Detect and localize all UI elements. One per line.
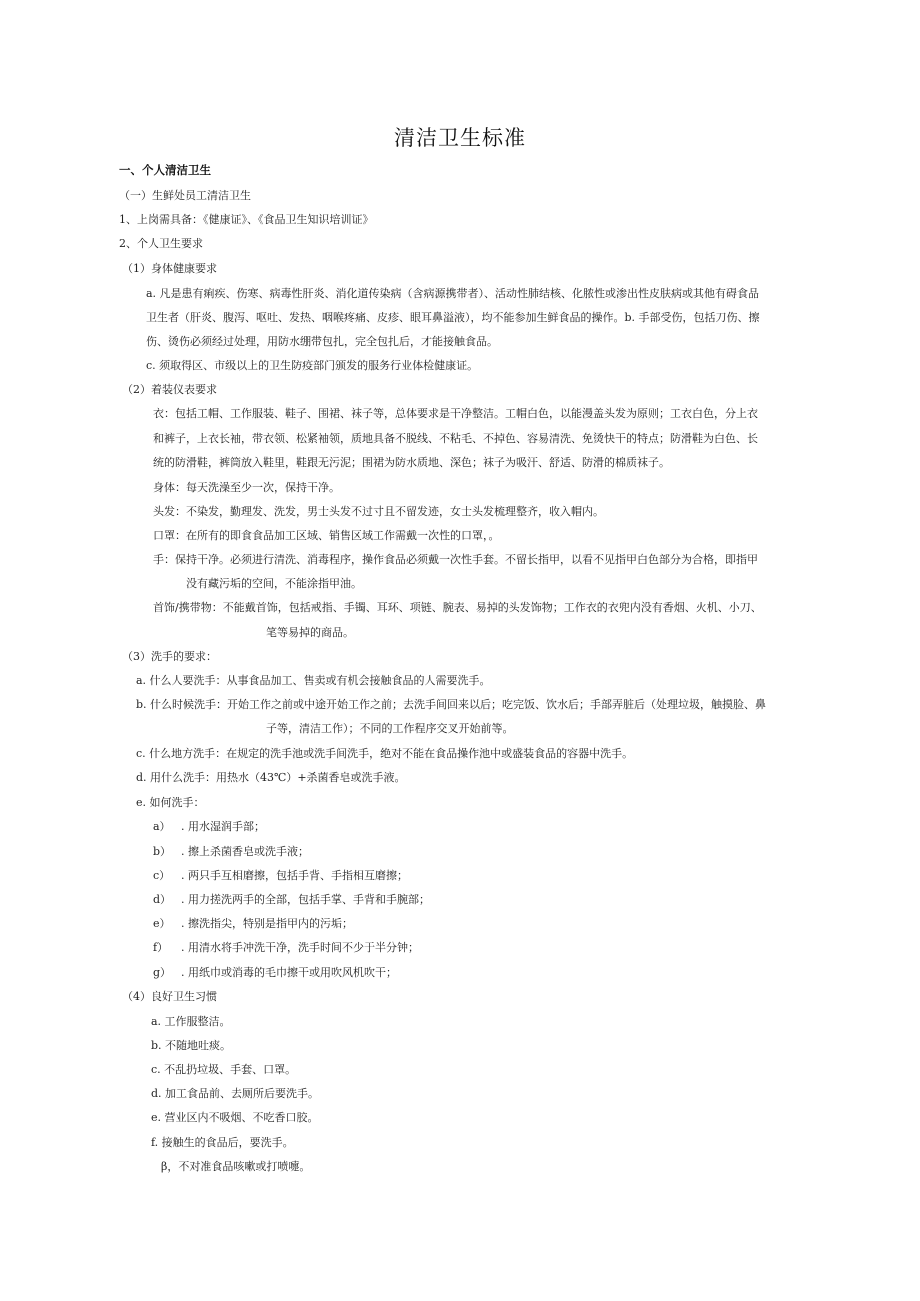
paragraph-line: a. 凡是患有痢疾、伤寒、病毒性肝炎、消化道传染病（含病源携带者）、活动性肺结核、化脓性或渗出性皮肤病或其他有碍食品 bbox=[146, 287, 760, 300]
habit-item: b. 不随地吐痰。 bbox=[151, 1039, 232, 1052]
step-text: . 用力搓洗两手的全部，包括手掌、手背和手腕部； bbox=[181, 893, 430, 906]
paragraph-line: 没有藏污垢的空间，不能涂指甲油。 bbox=[186, 577, 362, 590]
paragraph-heading: （4）良好卫生习惯 bbox=[122, 990, 217, 1003]
section-heading: 一、个人清洁卫生 bbox=[119, 163, 211, 177]
paragraph-line: 统的防滑鞋，裤筒放入鞋里，鞋跟无污泥；围裙为防水质地、深色；袜子为吸汗、舒适、防滑的棉质袜子。 bbox=[153, 456, 670, 469]
step-text: . 用纸巾或消毒的毛巾擦干或用吹风机吹干； bbox=[181, 966, 397, 979]
step-item bbox=[153, 869, 408, 883]
step-item bbox=[153, 845, 309, 859]
paragraph-line: 子等，清洁工作）；不同的工作程序交叉开始前等。 bbox=[266, 722, 514, 735]
paragraph-line: 衣：包括工帽、工作服装、鞋子、围裙、袜子等，总体要求是干净整洁。工帽白色，以能漫盖头发为原则；工衣白色，分上衣 bbox=[153, 407, 758, 420]
habit-item: a. 工作服整洁。 bbox=[151, 1015, 231, 1028]
step-label: b） bbox=[153, 845, 172, 858]
paragraph-line: 和裤子，上衣长袖，带衣领、松紧袖领，质地具备不脱线、不粘毛、不掉色、容易清洗、免烫快干的特点；防滑鞋为白色、长 bbox=[153, 432, 758, 445]
paragraph-line: b. 什么时候洗手：开始工作之前或中途开始工作之前；去洗手间回来以后；吃完饭、饮水后；手部弄脏后（处理垃圾，触摸脸、鼻 bbox=[136, 698, 767, 711]
step-text: . 擦上杀菌香皂或洗手液； bbox=[181, 845, 309, 858]
habit-item: f. 接触生的食品后，要洗手。 bbox=[151, 1136, 294, 1149]
paragraph-line: 身体：每天洗澡至少一次，保持干净。 bbox=[153, 481, 340, 494]
paragraph-line: 手：保持干净。必须进行清洗、消毒程序，操作食品必须戴一次性手套。不留长指甲，以看不见指甲白色部分为合格，即指甲 bbox=[153, 553, 758, 566]
habit-item: e. 营业区内不吸烟、不吃香口胶。 bbox=[151, 1111, 319, 1124]
step-text: . 擦洗指尖，特别是指甲内的污垢； bbox=[181, 917, 353, 930]
paragraph-line: c. 须取得区、市级以上的卫生防疫部门颁发的服务行业体检健康证。 bbox=[146, 359, 479, 372]
paragraph-line: 首饰/携带物：不能戴首饰，包括戒指、手镯、耳环、项链、腕表、易掉的头发饰物；工作衣的衣兜内没有香烟、火机、小刀、 bbox=[153, 601, 762, 614]
step-label: a） bbox=[153, 820, 171, 833]
step-item bbox=[153, 820, 265, 834]
list-item: 2、个人卫生要求 bbox=[119, 237, 203, 250]
step-item bbox=[153, 893, 430, 907]
habit-item: β，不对准食品咳嗽或打喷嚏。 bbox=[161, 1160, 311, 1173]
list-item: 1、上岗需具备：《健康证》、《食品卫生知识培训证》 bbox=[119, 213, 374, 226]
paragraph-line: a. 什么人要洗手：从事食品加工、售卖或有机会接触食品的人需要洗手。 bbox=[136, 674, 491, 687]
paragraph-line: 口罩：在所有的即食食品加工区域、销售区域工作需戴一次性的口罩，。 bbox=[153, 529, 500, 542]
step-text: . 用清水将手冲洗干净，洗手时间不少于半分钟； bbox=[181, 941, 419, 954]
step-text: . 两只手互相磨擦，包括手背、手指相互磨擦； bbox=[181, 869, 408, 882]
step-label: c） bbox=[153, 869, 171, 882]
paragraph-line: c. 什么地方洗手：在规定的洗手池或洗手间洗手，绝对不能在食品操作池中或盛装食品的容器中洗手。 bbox=[136, 747, 634, 760]
paragraph-line: 头发：不染发，勤理发、洗发，男士头发不过寸且不留发迹，女士头发梳理整齐，收入帽内。 bbox=[153, 505, 604, 518]
paragraph-line: 卫生者（肝炎、腹泻、呕吐、发热、咽喉疼痛、皮疹、眼耳鼻溢液），均不能参加生鲜食品的操作。b. 手部受伤，包括刀伤、擦 bbox=[146, 311, 760, 324]
step-label: g） bbox=[153, 966, 172, 979]
step-text: . 用水湿润手部； bbox=[181, 820, 265, 833]
paragraph-line: e. 如何洗手： bbox=[136, 796, 205, 809]
paragraph-heading: （2）着装仪表要求 bbox=[122, 383, 217, 396]
step-label: f） bbox=[153, 941, 169, 954]
step-label: e） bbox=[153, 917, 171, 930]
step-item bbox=[153, 917, 353, 931]
habit-item: c. 不乱扔垃圾、手套、口罩。 bbox=[151, 1063, 297, 1076]
habit-item: d. 加工食品前、去厕所后要洗手。 bbox=[151, 1087, 320, 1100]
step-item bbox=[153, 966, 397, 980]
paragraph-heading: （1）身体健康要求 bbox=[122, 262, 217, 275]
paragraph-heading: （3）洗手的要求： bbox=[122, 650, 217, 663]
subsection-heading: （一）生鲜处员工清洁卫生 bbox=[119, 189, 251, 202]
paragraph-line: d. 用什么洗手：用热水（43℃）+杀菌香皂或洗手液。 bbox=[136, 771, 406, 784]
document-title: 清洁卫生标准 bbox=[394, 126, 526, 150]
step-item bbox=[153, 941, 419, 955]
paragraph-line: 伤、烫伤必须经过处理，用防水绷带包扎，完全包扎后，才能接触食品。 bbox=[146, 335, 498, 348]
step-label: d） bbox=[153, 893, 172, 906]
paragraph-line: 笔等易掉的商品。 bbox=[266, 626, 354, 639]
